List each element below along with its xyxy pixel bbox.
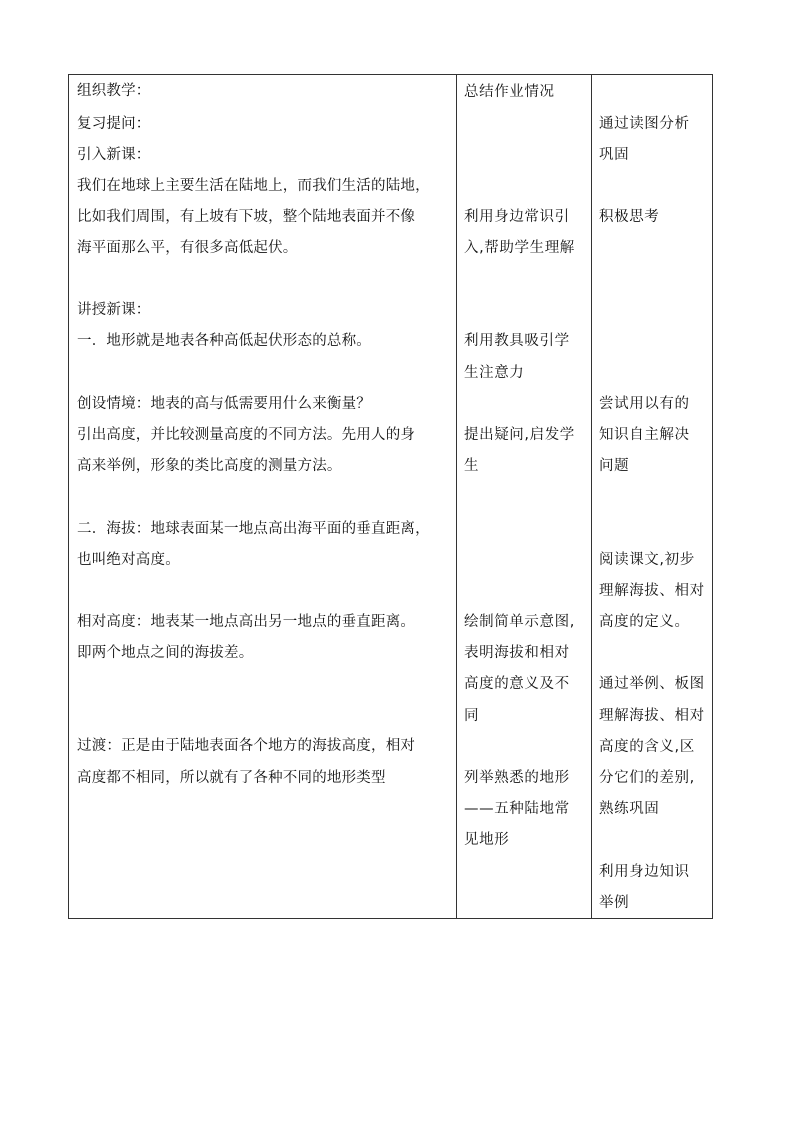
column-divider [591,75,592,918]
text-line: 过渡：正是由于陆地表面各个地方的海拔高度，相对 [77,738,416,754]
lesson-plan-table [68,74,713,919]
text-line: 尝试用以有的 [599,396,690,412]
text-line: 高度的含义,区 [599,739,695,755]
text-line: 相对高度：地表某一地点高出另一地点的垂直距离。 [77,614,416,630]
text-line: 高度的意义及不 [464,676,570,692]
text-line: 利用教具吸引学 [464,333,570,349]
text-line: 问题 [599,458,630,474]
text-line: 二．海拔：地球表面某一地点高出海平面的垂直距离， [77,521,430,537]
text-line: 讲授新课： [77,302,151,318]
text-line: 引出高度，并比较测量高度的不同方法。先用人的身 [77,427,416,443]
text-line: 海平面那么平，有很多高低起伏。 [77,240,298,256]
text-line: 创设情境：地表的高与低需要用什么来衡量？ [77,396,371,412]
text-line: 知识自主解决 [599,427,690,443]
text-line: 理解海拔、相对 [599,583,705,599]
text-line: 引入新课： [77,147,151,163]
text-line: 利用身边知识 [599,864,690,880]
text-line: 生 [464,458,480,474]
text-line: 通过读图分析 [599,116,690,132]
text-line: 阅读课文,初步 [599,552,695,568]
text-line: 积极思考 [599,209,660,225]
text-line: 巩固 [599,147,630,163]
text-line: 复习提问： [77,116,151,132]
text-line: 熟练巩固 [599,801,660,817]
text-line: 生注意力 [464,365,525,381]
text-line: 表明海拔和相对 [464,645,570,661]
text-line: 也叫绝对高度。 [77,552,180,568]
text-line: 我们在地球上主要生活在陆地上，而我们生活的陆地， [77,178,430,194]
text-line: 入,帮助学生理解 [464,240,575,256]
text-line: 高度的定义。 [599,614,690,630]
text-line: 高度都不相同，所以就有了各种不同的地形类型 [77,770,386,786]
text-line: 组织教学： [77,83,151,99]
text-line: 利用身边常识引 [464,209,570,225]
column-divider [456,75,457,918]
text-line: 见地形 [464,832,510,848]
text-line: 比如我们周围，有上坡有下坡，整个陆地表面并不像 [77,209,416,225]
text-line: 一．地形就是地表各种高低起伏形态的总称。 [77,333,371,349]
text-line: ——五种陆地常 [464,801,570,817]
text-line: 提出疑问,启发学 [464,427,575,443]
text-line: 分它们的差别, [599,770,695,786]
text-line: 通过举例、板图 [599,676,705,692]
text-line: 同 [464,708,480,724]
text-line: 举例 [599,895,630,911]
text-line: 绘制简单示意图, [464,614,575,630]
text-line: 即两个地点之间的海拔差。 [77,645,254,661]
text-line: 总结作业情况 [464,84,555,100]
text-line: 理解海拔、相对 [599,708,705,724]
text-line: 高来举例，形象的类比高度的测量方法。 [77,458,342,474]
text-line: 列举熟悉的地形 [464,770,570,786]
